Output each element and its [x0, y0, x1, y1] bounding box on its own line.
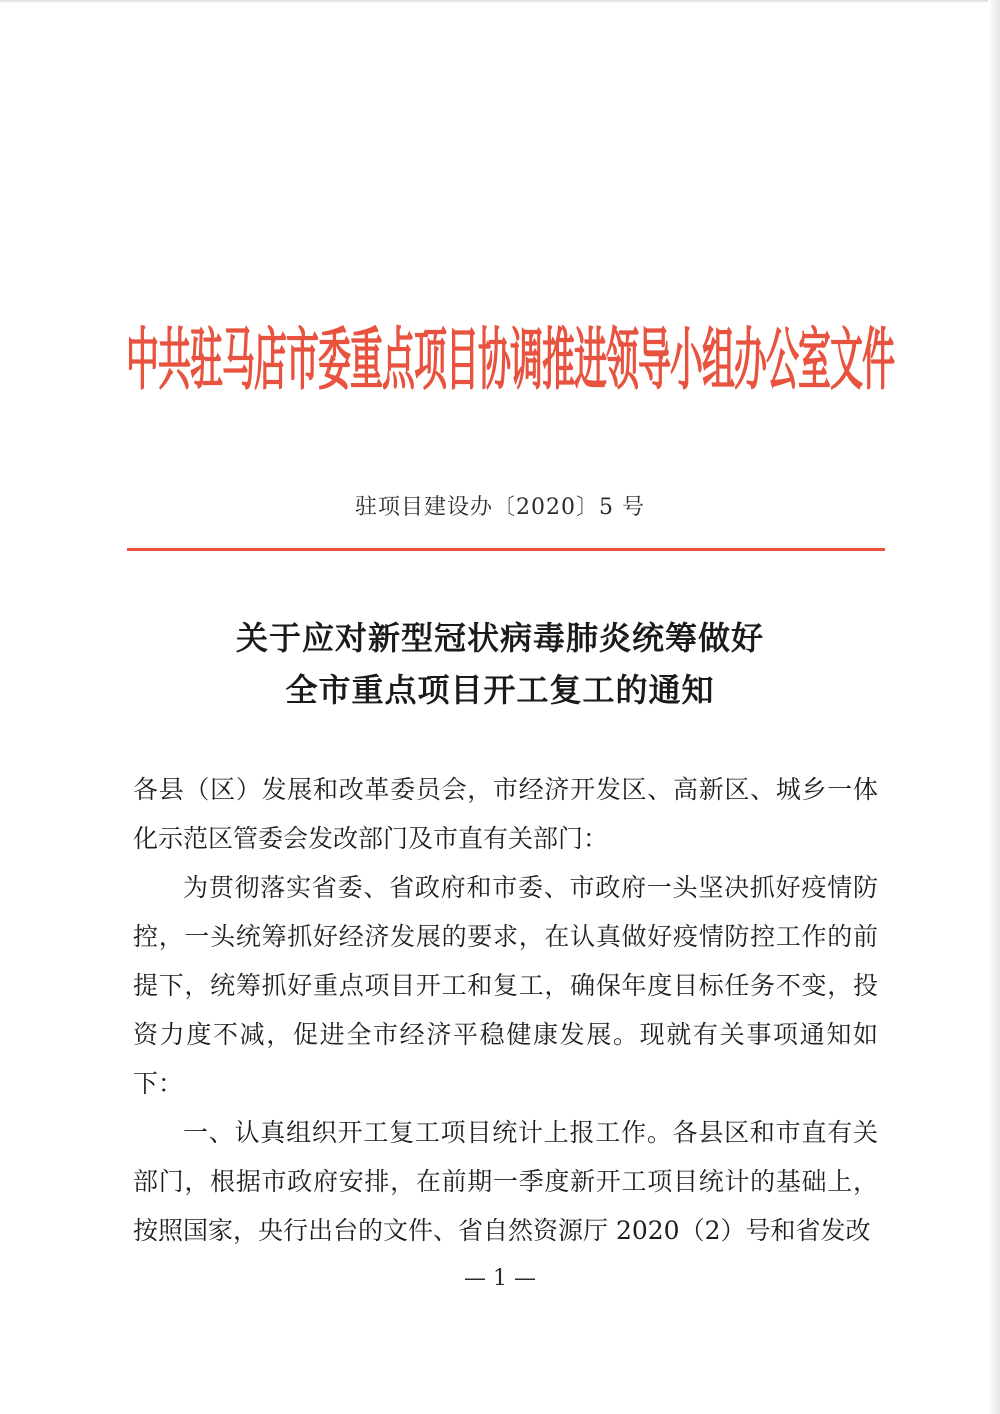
recipients-paragraph: 各县（区）发展和改革委员会，市经济开发区、高新区、城乡一体化示范区管委会发改部门及市直有关部门： [133, 775, 878, 853]
title-line-2: 全市重点项目开工复工的通知 [285, 671, 715, 709]
body-paragraph-2: 一、认真组织开工复工项目统计上报工作。各县区和市直有关部门，根据市政府安排，在前期一季度新开工项目统计的基础上，按照国家，央行出台的文件、省自然资源厅 2020（2）号和省发改 [133, 1118, 878, 1245]
document-number: 驻项目建设办〔2020〕5 号 [355, 495, 645, 520]
red-separator-line [127, 548, 885, 551]
document-body [133, 765, 878, 1255]
body-paragraph-1: 为贯彻落实省委、省政府和市委、市政府一头坚决抓好疫情防控，一头统筹抓好经济发展的要求，在认真做好疫情防控工作的前提下，统筹抓好重点项目开工和复工，确保年度目标任务不变，投资力度不减，促进全市经济平稳健康发展。现就有关事项通知如下： [133, 873, 878, 1098]
red-masthead [120, 300, 900, 410]
page-number: — 1 — [464, 1266, 536, 1291]
scan-edge-top [0, 0, 1000, 3]
title-line-1: 关于应对新型冠状病毒肺炎统筹做好 [235, 619, 764, 657]
masthead-title: 中共驻马店市委重点项目协调推进领导小组办公室文件 [126, 319, 894, 400]
document-title [0, 612, 1000, 716]
